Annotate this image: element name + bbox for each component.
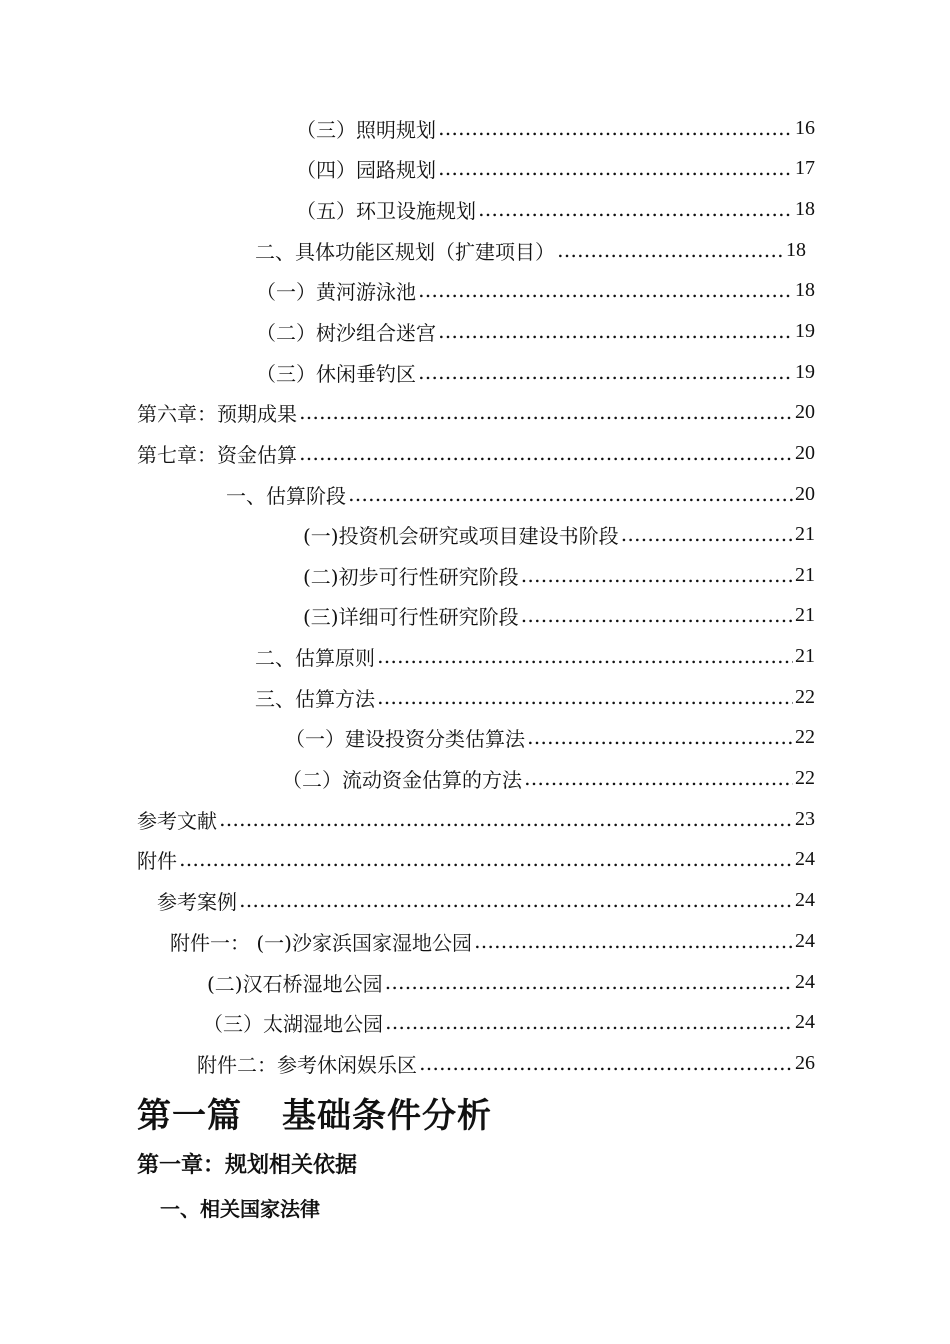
- toc-entry[interactable]: [137, 839, 815, 879]
- toc-entry[interactable]: [256, 311, 815, 351]
- toc-entry[interactable]: [255, 230, 806, 270]
- part-heading: [137, 1088, 492, 1137]
- section-heading: 一、相关国家法律: [160, 1197, 320, 1221]
- toc-entry-title: 参考案例: [157, 889, 237, 914]
- toc-leader-dots: [377, 685, 793, 709]
- toc-entry[interactable]: [256, 352, 815, 392]
- toc-page-number: 24: [795, 1010, 815, 1033]
- toc-entry[interactable]: [255, 677, 815, 717]
- toc-leader-dots: [557, 238, 784, 262]
- toc-entry-title: （一）建设投资分类估算法: [285, 726, 525, 751]
- chapter-heading: 第一章：规划相关依据: [137, 1153, 358, 1178]
- toc-entry-title: (三)详细可行性研究阶段: [303, 604, 519, 629]
- toc-leader-dots: [478, 197, 793, 221]
- toc-entry-title: 附件一： (一)沙家浜国家湿地公园: [170, 930, 472, 955]
- toc-entry-title: 二、具体功能区规划（扩建项目）: [255, 239, 555, 264]
- toc-leader-dots: [524, 766, 793, 790]
- toc-leader-dots: [438, 319, 793, 343]
- toc-leader-dots: [621, 522, 793, 546]
- toc-page-number: 20: [795, 441, 815, 464]
- toc-page-number: 21: [795, 603, 815, 626]
- toc-leader-dots: [438, 156, 793, 180]
- part-number: 第一篇: [137, 1096, 242, 1136]
- toc-leader-dots: [418, 360, 793, 384]
- toc-leader-dots: [219, 807, 793, 831]
- toc-page-number: 26: [795, 1051, 815, 1074]
- toc-leader-dots: [521, 603, 793, 627]
- toc-entry-title: (二)初步可行性研究阶段: [303, 564, 519, 589]
- toc-page-number: 21: [795, 522, 815, 545]
- toc-page-number: 16: [795, 116, 815, 139]
- toc-entry[interactable]: [303, 595, 815, 635]
- toc-leader-dots: [179, 847, 793, 871]
- toc-page-number: 24: [795, 888, 815, 911]
- toc-page-number: 19: [795, 360, 815, 383]
- toc-page-number: 20: [795, 482, 815, 505]
- part-title: 基础条件分析: [282, 1096, 492, 1136]
- toc-entry[interactable]: [282, 758, 815, 798]
- toc-entry-title: 二、估算原则: [255, 645, 375, 670]
- toc-entry[interactable]: [157, 880, 815, 920]
- toc-page-number: 24: [795, 929, 815, 952]
- toc-entry-title: （五）环卫设施规划: [296, 198, 476, 223]
- toc-entry-title: (二)汉石桥湿地公园: [207, 971, 383, 996]
- toc-entry[interactable]: [255, 636, 815, 676]
- toc-leader-dots: [474, 929, 793, 953]
- toc-entry[interactable]: [137, 433, 815, 473]
- toc-entry[interactable]: [303, 555, 815, 595]
- toc-page-number: 18: [795, 278, 815, 301]
- toc-page-number: 24: [795, 970, 815, 993]
- toc-entry-title: 附件: [137, 848, 177, 873]
- toc-entry-title: （三）休闲垂钓区: [256, 361, 416, 386]
- toc-leader-dots: [419, 1051, 793, 1075]
- toc-leader-dots: [377, 644, 793, 668]
- toc-leader-dots: [527, 725, 793, 749]
- toc-entry-title: （二）树沙组合迷宫: [256, 320, 436, 345]
- toc-leader-dots: [521, 563, 793, 587]
- toc-page-number: 22: [795, 766, 815, 789]
- toc-entry[interactable]: [170, 921, 815, 961]
- toc-leader-dots: [438, 116, 793, 140]
- toc-entry-title: 附件二：参考休闲娱乐区: [197, 1052, 417, 1077]
- toc-page-number: 17: [795, 156, 815, 179]
- toc-leader-dots: [385, 970, 793, 994]
- toc-entry-title: (一)投资机会研究或项目建设书阶段: [303, 523, 619, 548]
- toc-entry-title: （三）照明规划: [296, 117, 436, 142]
- toc-entry-title: 参考文献: [137, 808, 217, 833]
- toc-entry[interactable]: [285, 717, 815, 757]
- toc-entry[interactable]: [203, 1002, 815, 1042]
- toc-page-number: 20: [795, 400, 815, 423]
- toc-entry-title: （一）黄河游泳池: [256, 279, 416, 304]
- toc-leader-dots: [385, 1010, 793, 1034]
- toc-entry[interactable]: [256, 270, 815, 310]
- toc-page-number: 23: [795, 807, 815, 830]
- toc-entry-title: 三、估算方法: [255, 686, 375, 711]
- toc-page-number: 18: [786, 238, 806, 261]
- toc-leader-dots: [348, 482, 793, 506]
- toc-entry[interactable]: [197, 1043, 815, 1083]
- toc-leader-dots: [239, 888, 793, 912]
- toc-entry[interactable]: [226, 474, 815, 514]
- toc-entry-title: （三）太湖湿地公园: [203, 1011, 383, 1036]
- toc-leader-dots: [299, 441, 793, 465]
- toc-entry[interactable]: [296, 148, 815, 188]
- toc-leader-dots: [299, 400, 793, 424]
- toc-entry-title: （二）流动资金估算的方法: [282, 767, 522, 792]
- toc-page-number: 21: [795, 644, 815, 667]
- toc-entry-title: 第七章：资金估算: [137, 442, 297, 467]
- toc-entry[interactable]: [303, 514, 815, 554]
- toc-page-number: 19: [795, 319, 815, 342]
- toc-leader-dots: [418, 278, 793, 302]
- toc-entry-title: 第六章：预期成果: [137, 401, 297, 426]
- toc-page-number: 22: [795, 685, 815, 708]
- toc-page-number: 22: [795, 725, 815, 748]
- toc-page-number: 18: [795, 197, 815, 220]
- toc-entry[interactable]: [207, 962, 815, 1002]
- toc-entry-title: 一、估算阶段: [226, 483, 346, 508]
- toc-entry[interactable]: [137, 392, 815, 432]
- toc-page-number: 24: [795, 847, 815, 870]
- toc-page-number: 21: [795, 563, 815, 586]
- toc-entry[interactable]: [296, 108, 815, 148]
- toc-entry[interactable]: [296, 189, 815, 229]
- toc-entry-title: （四）园路规划: [296, 157, 436, 182]
- toc-entry[interactable]: [137, 799, 815, 839]
